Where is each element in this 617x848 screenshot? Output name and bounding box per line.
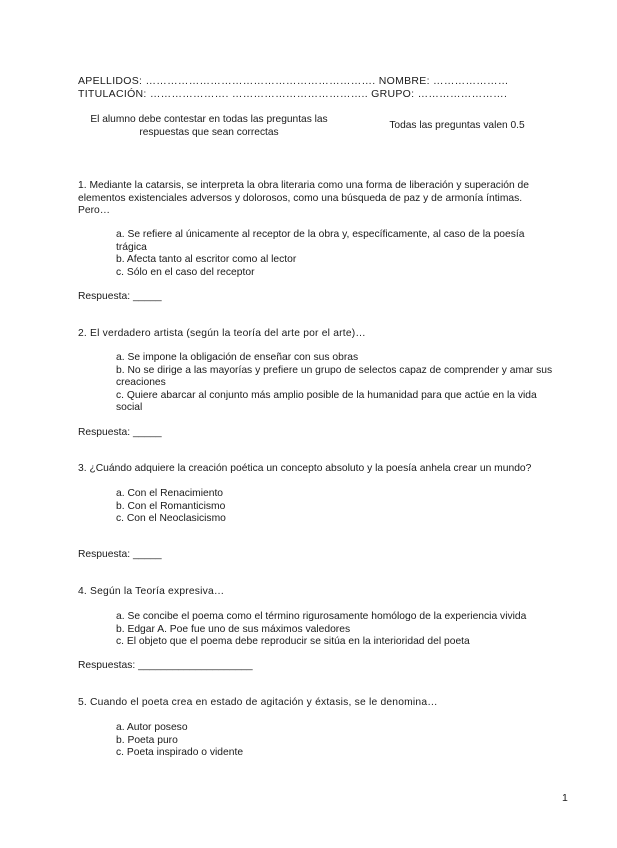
question-1-option-a: a. Se refiere al únicamente al receptor de la obra y, específicamente, al caso de la poesía trágica [116, 229, 525, 253]
question-4-text: 4. Según la Teoría expresiva… [78, 586, 225, 597]
question-5-text: 5. Cuando el poeta crea en estado de agitación y éxtasis, se le denomina… [78, 697, 438, 708]
question-1-options [116, 229, 556, 279]
question-4-options [116, 611, 556, 649]
instructions-right: Todas las preguntas valen 0.5 [389, 120, 525, 131]
question-1-option-b: b. Afecta tanto al escritor como al lector [116, 254, 297, 265]
question-3-option-b: b. Con el Romanticismo [116, 500, 226, 512]
question-2-option-a: a. Se impone la obligación de enseñar con sus obras [116, 352, 359, 363]
question-2-option-b: b. No se dirige a las mayorías y prefiere un grupo de selectos capaz de comprender y amar sus creaciones [116, 364, 553, 388]
page-number: 1 [562, 792, 568, 804]
question-2-option-c: c. Quiere abarcar al conjunto más amplio posible de la humanidad para que actúe en la vida social [116, 389, 537, 413]
header-name-line: APELLIDOS: ………………………………………………………. NOMBRE: ………………… [78, 75, 509, 87]
question-3-option-c: c. Con el Neoclasicismo [116, 513, 226, 524]
question-4-option-a: a. Se concibe el poema como el término rigurosamente homólogo de la experiencia vivida [116, 611, 527, 622]
question-3-options [116, 488, 556, 526]
question-3-option-a: a. Con el Renacimiento [116, 488, 224, 499]
question-3-text: 3. ¿Cuándo adquiere la creación poética un concepto absoluto y la poesía anhela crear un mundo? [78, 463, 532, 474]
question-4-option-c: c. El objeto que el poema debe reproducir se sitúa en la interioridad del poeta [116, 636, 470, 647]
question-1-option-c: c. Sólo en el caso del receptor [116, 266, 255, 278]
question-2-text: 2. El verdadero artista (según la teoría del arte por el arte)… [78, 328, 366, 339]
question-1-answer: Respuesta: _____ [78, 291, 162, 302]
question-1-text: 1. Mediante la catarsis, se interpreta la obra literaria como una forma de liberación y superación de elementos existenciales adversos y dolorosos, como una búsqueda de paz y de armonía íntimas. Pero… [78, 180, 530, 216]
instructions-left: El alumno debe contestar en todas las preguntas las respuestas que sean correctas [90, 114, 328, 138]
question-2-answer: Respuesta: _____ [78, 427, 162, 438]
question-3-answer: Respuesta: _____ [78, 549, 162, 560]
question-5-option-b: b. Poeta puro [116, 734, 178, 746]
question-4-answer: Respuestas: ____________________ [78, 660, 253, 671]
question-5-option-a: a. Autor poseso [116, 722, 188, 733]
question-5-options [116, 722, 556, 760]
header-group-line: TITULACIÓN: …………………. ……………………………….. GRUPO: ……………………. [78, 88, 508, 100]
question-4-option-b: b. Edgar A. Poe fue uno de sus máximos valedores [116, 623, 351, 635]
question-5-option-c: c. Poeta inspirado o vidente [116, 747, 244, 758]
question-2-options [116, 352, 556, 415]
